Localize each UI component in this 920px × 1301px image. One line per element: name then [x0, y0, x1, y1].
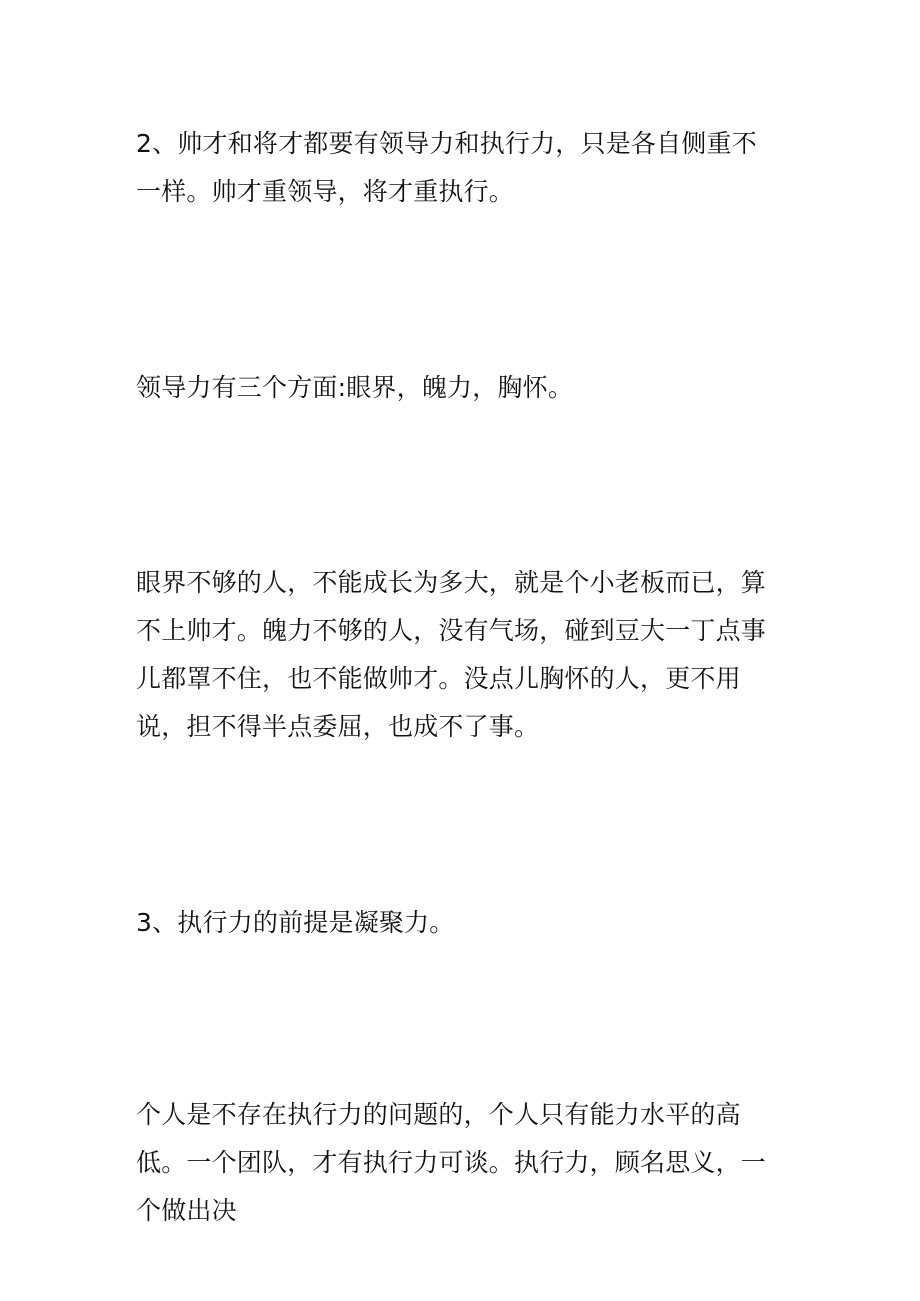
paragraph-leadership-aspects: 领导力有三个方面:眼界，魄力，胸怀。 [136, 373, 574, 402]
paragraph-team-execution: 个人是不存在执行力的问题的，个人只有能力水平的高低。一个团队，才有执行力可谈。执行力，顾名思义，一个做出决 [136, 1100, 767, 1225]
paragraph-vision-courage-mind: 眼界不够的人，不能成长为多大，就是个小老板而已，算不上帅才。魄力不够的人，没有气场，碰到豆大一丁点事儿都罩不住，也不能做帅才。没点儿胸怀的人，更不用说，担不得半点委屈，也成不了事。 [136, 568, 767, 741]
paragraph-execution-premise: 3、执行力的前提是凝聚力。 [136, 908, 455, 937]
paragraph-commander-vs-general: 2、帅才和将才都要有领导力和执行力，只是各自侧重不一样。帅才重领导，将才重执行。 [136, 129, 757, 206]
